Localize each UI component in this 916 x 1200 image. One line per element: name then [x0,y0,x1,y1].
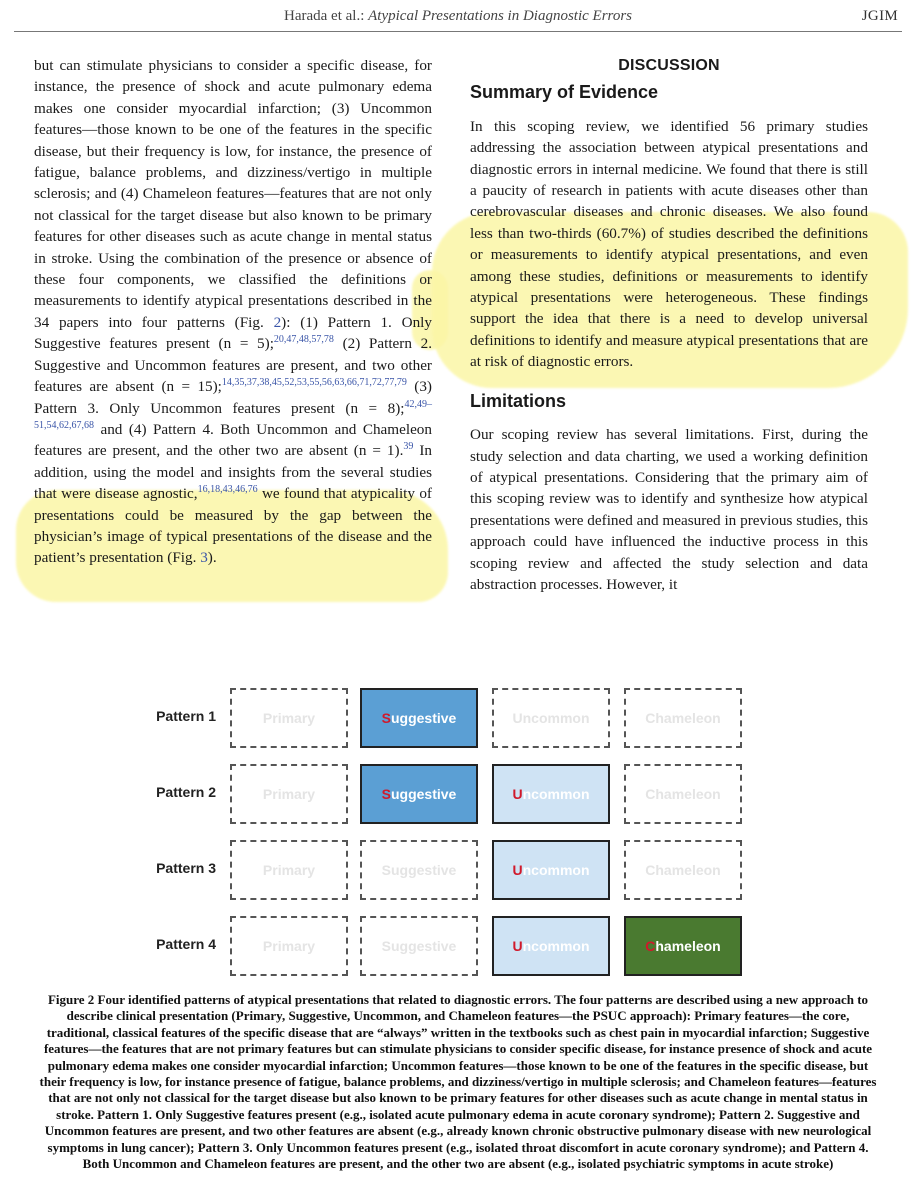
figure-3-link[interactable]: 3 [200,549,208,567]
pattern-label: Pattern 2 [156,784,216,800]
feature-initial: C [645,938,656,954]
chameleon-feature-box [624,840,742,900]
pattern-row [140,764,760,826]
primary-feature-box [230,840,348,900]
pattern-row [140,688,760,750]
left-text-8: ). [207,549,217,567]
left-text-7: we found that atypicality of presentations could be measured by the gap between the physician’s image of typical presentations of the disease and the patient’s presentation (Fig. [34,485,432,567]
header-authors: Harada et al.: [284,8,365,24]
primary-feature-box [230,916,348,976]
figure-2-link[interactable]: 2 [273,313,282,331]
feature-initial: U [512,938,523,954]
left-text-5: and (4) Pattern 4. Both Uncommon and Chameleon features are present, and the other two are absent (n = 1). [34,420,432,460]
pattern-label: Pattern 1 [156,708,216,724]
running-title [0,8,916,25]
feature-label: Chameleon [645,710,721,726]
limitations-paragraph: Our scoping review has several limitations. First, during the study selection and data charting, we used a working definition of atypical presentations. Considering that the primary aim of this scoping review was to identify and synthesize how atypical presentations were defined and measured in previous studies, this approach could have influenced the inductive process in this scoping review and affected the study selection and data abstraction processes. However, it [470,426,868,593]
left-text-6: In addition, using the model and insights from the several studies that were disease agnostic, [34,442,432,503]
feature-label: hameleon [655,938,721,954]
primary-feature-box [230,688,348,748]
feature-label: Uncommon [512,710,590,726]
feature-label: Suggestive [381,862,457,878]
running-header [0,0,916,32]
chameleon-feature-box [624,916,742,976]
suggestive-feature-box [360,688,478,748]
feature-initial: U [512,862,523,878]
reference-link[interactable]: 20,47,48,57,78 [273,334,334,346]
chameleon-feature-box [624,764,742,824]
feature-label: ncommon [522,786,590,802]
primary-feature-box [230,764,348,824]
suggestive-feature-box [360,764,478,824]
left-text-4: (3) Pattern 3. Only Uncommon features present (n = 8); [34,378,432,417]
left-text-1: but can stimulate physicians to consider a specific disease, for instance, the presence of shock and acute pulmonary edema makes one consider myocardial infarction; (3) Uncommon features—those known to be one of the features in the specific disease, but their frequency is low, for instance, the presence of fatigue, balance problems, and dizziness/vertigo in multiple sclerosis; and (4) Chameleon features—features that are not only not classical for the target disease but also known to be primary features for other diseases such as acute change in mental status in stroke. Using the combination of the presence or absence of these four components, we classified the definitions or measurements to identify atypical presentations described in the 34 papers into four patterns (Fig. [34,57,432,331]
summary-paragraph: In this scoping review, we identified 56 primary studies addressing the association between atypical presentations and diagnostic errors in internal medicine. We found that there is still a paucity of research in patients with acute diseases other than cerebrovascular diseases and chronic diseases. We also found less than two-thirds (60.7%) of studies described the definitions or measurements to identify atypical presentations, and even among these studies, definitions or measurements to identify atypical presentations were heterogeneous. These findings support the idea that there is a need to develop universal definitions to identify and measure atypical presentations that are at risk of diagnostic errors. [470,117,868,371]
suggestive-feature-box [360,840,478,900]
header-article-title: Atypical Presentations in Diagnostic Errors [368,8,632,24]
header-rule [14,31,902,32]
figure-2-caption: Figure 2 Four identified patterns of atypical presentations that related to diagnostic errors. The four patterns are described using a new approach to describe clinical presentation (Primary, Suggestive, Uncommon, and Chameleon features—the PSUC approach): Primary features—the core, traditional, classical features of the specific disease that are “always” written in the textbooks such as chest pain in myocardial infarction; Suggestive features—the features that are not primary features but can stimulate physicians to consider specific disease, for instance presence of shock and acute pulmonary edema makes one consider myocardial infarction; Uncommon features—those known to be one of the features in the specific disease, but their frequency is low, for instance presence of fatigue, balance problems, and dizziness/vertigo in multiple sclerosis; and Chameleon features—features that are not only not classical for the target disease but also known to be primary features for other diseases such as acute change in mental status in stroke. Pattern 1. Only Suggestive features present (e.g., isolated acute pulmonary edema in acute coronary syndrome); Pattern 2. Suggestive and Uncommon features are present, and two other features are absent (e.g., already known chronic obstructive pulmonary disease with new neurological symptoms in lung cancer); Pattern 3. Only Uncommon features present (e.g., isolated throat discomfort in acute coronary syndrome); and Pattern 4. Both Uncommon and Chameleon features are present, and the other two are absent (e.g., isolated psychiatric symptoms in acute stroke) [39,992,877,1172]
feature-label: uggestive [390,786,457,802]
pattern-row [140,916,760,978]
left-paragraph [34,55,432,569]
section-title-discussion: DISCUSSION [618,57,720,74]
right-column [470,55,868,595]
subsection-title-limitations: Limitations [470,390,567,411]
uncommon-feature-box [492,764,610,824]
feature-initial: S [381,786,391,802]
feature-label: Primary [262,862,316,878]
journal-name: JGIM [861,8,898,24]
feature-label: Chameleon [645,786,721,802]
suggestive-feature-box [360,916,478,976]
left-column [34,55,432,569]
chameleon-feature-box [624,688,742,748]
feature-label: Primary [262,710,316,726]
feature-initial: S [381,710,391,726]
figure-2-diagram [140,688,760,988]
feature-label: uggestive [390,710,457,726]
feature-label: Suggestive [381,938,457,954]
pattern-label: Pattern 4 [156,936,216,952]
feature-initial: U [512,786,523,802]
feature-label: ncommon [522,862,590,878]
subsection-title-summary: Summary of Evidence [470,82,659,103]
feature-label: ncommon [522,938,590,954]
left-text-3: (2) Pattern 2. Suggestive and Uncommon features are present, and two other features are absent (n = 15); [34,335,432,396]
reference-link[interactable]: 14,35,37,38,45,52,53,55,56,63,66,71,72,77,79 [221,377,407,389]
uncommon-feature-box [492,840,610,900]
feature-label: Primary [262,786,316,802]
reference-link[interactable]: 39 [403,441,414,453]
reference-link[interactable]: 16,18,43,46,76 [197,484,258,496]
feature-label: Chameleon [645,862,721,878]
uncommon-feature-box [492,688,610,748]
pattern-row [140,840,760,902]
left-text-2: ): (1) Pattern 1. Only Suggestive features present (n = 5); [34,313,432,353]
uncommon-feature-box [492,916,610,976]
pattern-label: Pattern 3 [156,860,216,876]
feature-label: Primary [262,938,316,954]
reference-link[interactable]: 42,49–51,54,62,67,68 [34,398,432,431]
